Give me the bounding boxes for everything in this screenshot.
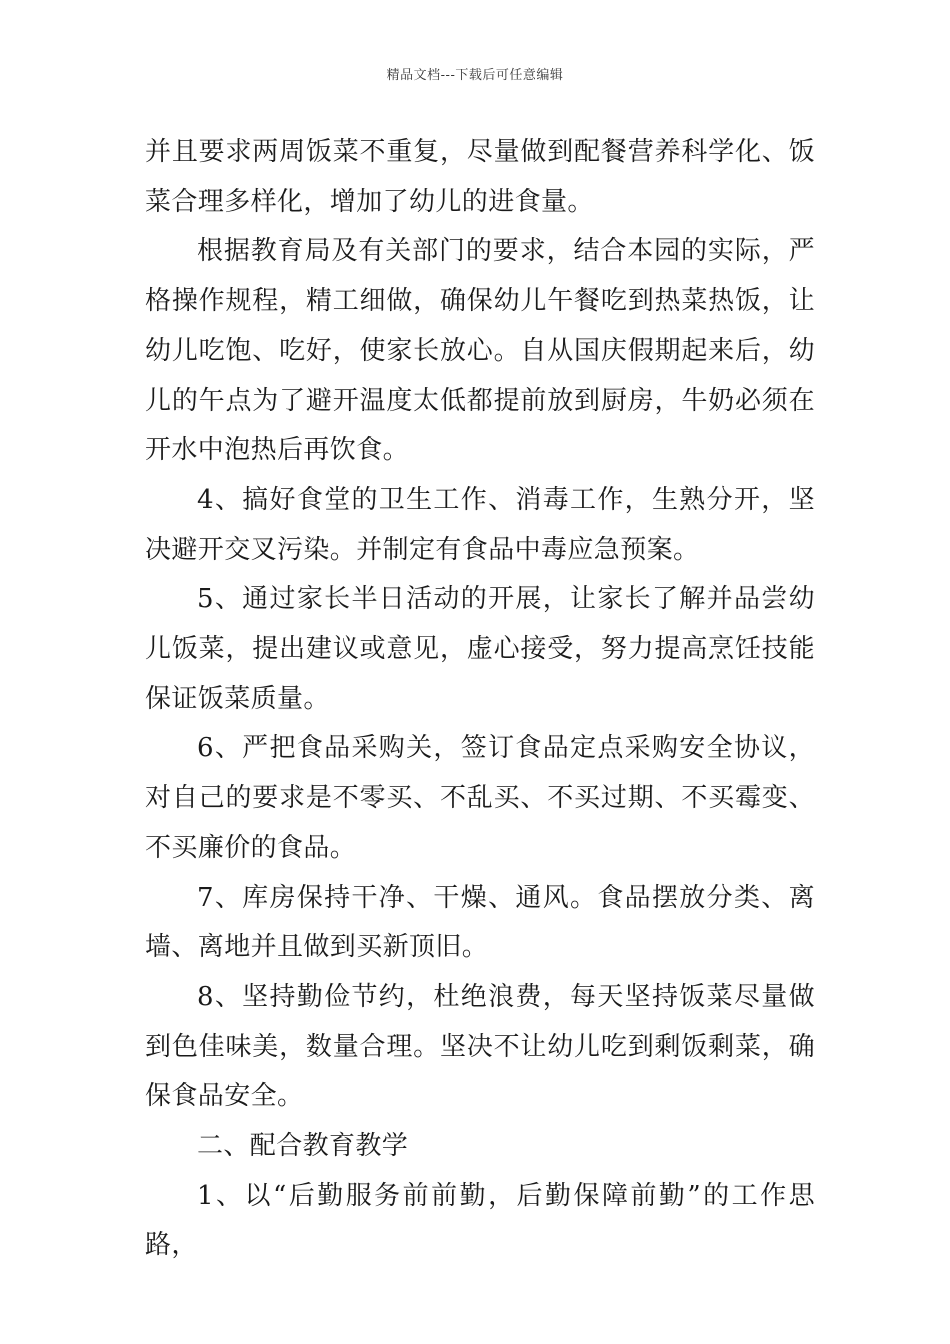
paragraph-7: 8、坚持勤俭节约，杜绝浪费，每天坚持饭菜尽量做到色佳味美，数量合理。坚决不让幼儿吃到剩饭剩菜，确保食品安全。 bbox=[145, 981, 815, 1112]
page-header: 精品文档---下载后可任意编辑 bbox=[386, 68, 564, 83]
paragraph-1: 并且要求两周饭菜不重复，尽量做到配餐营养科学化、饭菜合理多样化，增加了幼儿的进食量。 bbox=[145, 137, 815, 217]
paragraph-3: 4、搞好食堂的卫生工作、消毒工作，生熟分开，坚决避开交叉污染。并制定有食品中毒应急预案。 bbox=[145, 484, 815, 565]
section-heading: 二、配合教育教学 bbox=[197, 1131, 409, 1162]
paragraph-8: 1、以“后勤服务前前勤，后勤保障前勤”的工作思路， bbox=[145, 1180, 815, 1261]
paragraph-4: 5、通过家长半日活动的开展，让家长了解并品尝幼儿饭菜，提出建议或意见，虚心接受，努力提高烹饪技能保证饭菜质量。 bbox=[145, 584, 815, 714]
paragraph-6: 7、库房保持干净、干燥、通风。食品摆放分类、离墙、离地并且做到买新顶旧。 bbox=[145, 882, 815, 963]
document-body bbox=[145, 128, 815, 1271]
paragraph-5: 6、严把食品采购关，签订食品定点采购安全协议，对自己的要求是不零买、不乱买、不买过期、不买霉变、不买廉价的食品。 bbox=[145, 733, 815, 863]
paragraph-2: 根据教育局及有关部门的要求，结合本园的实际，严格操作规程，精工细做，确保幼儿午餐吃到热菜热饭，让幼儿吃饱、吃好，使家长放心。自从国庆假期起来后，幼儿的午点为了避开温度太低都提前放到厨房，牛奶必须在开水中泡热后再饮食。 bbox=[145, 236, 815, 466]
